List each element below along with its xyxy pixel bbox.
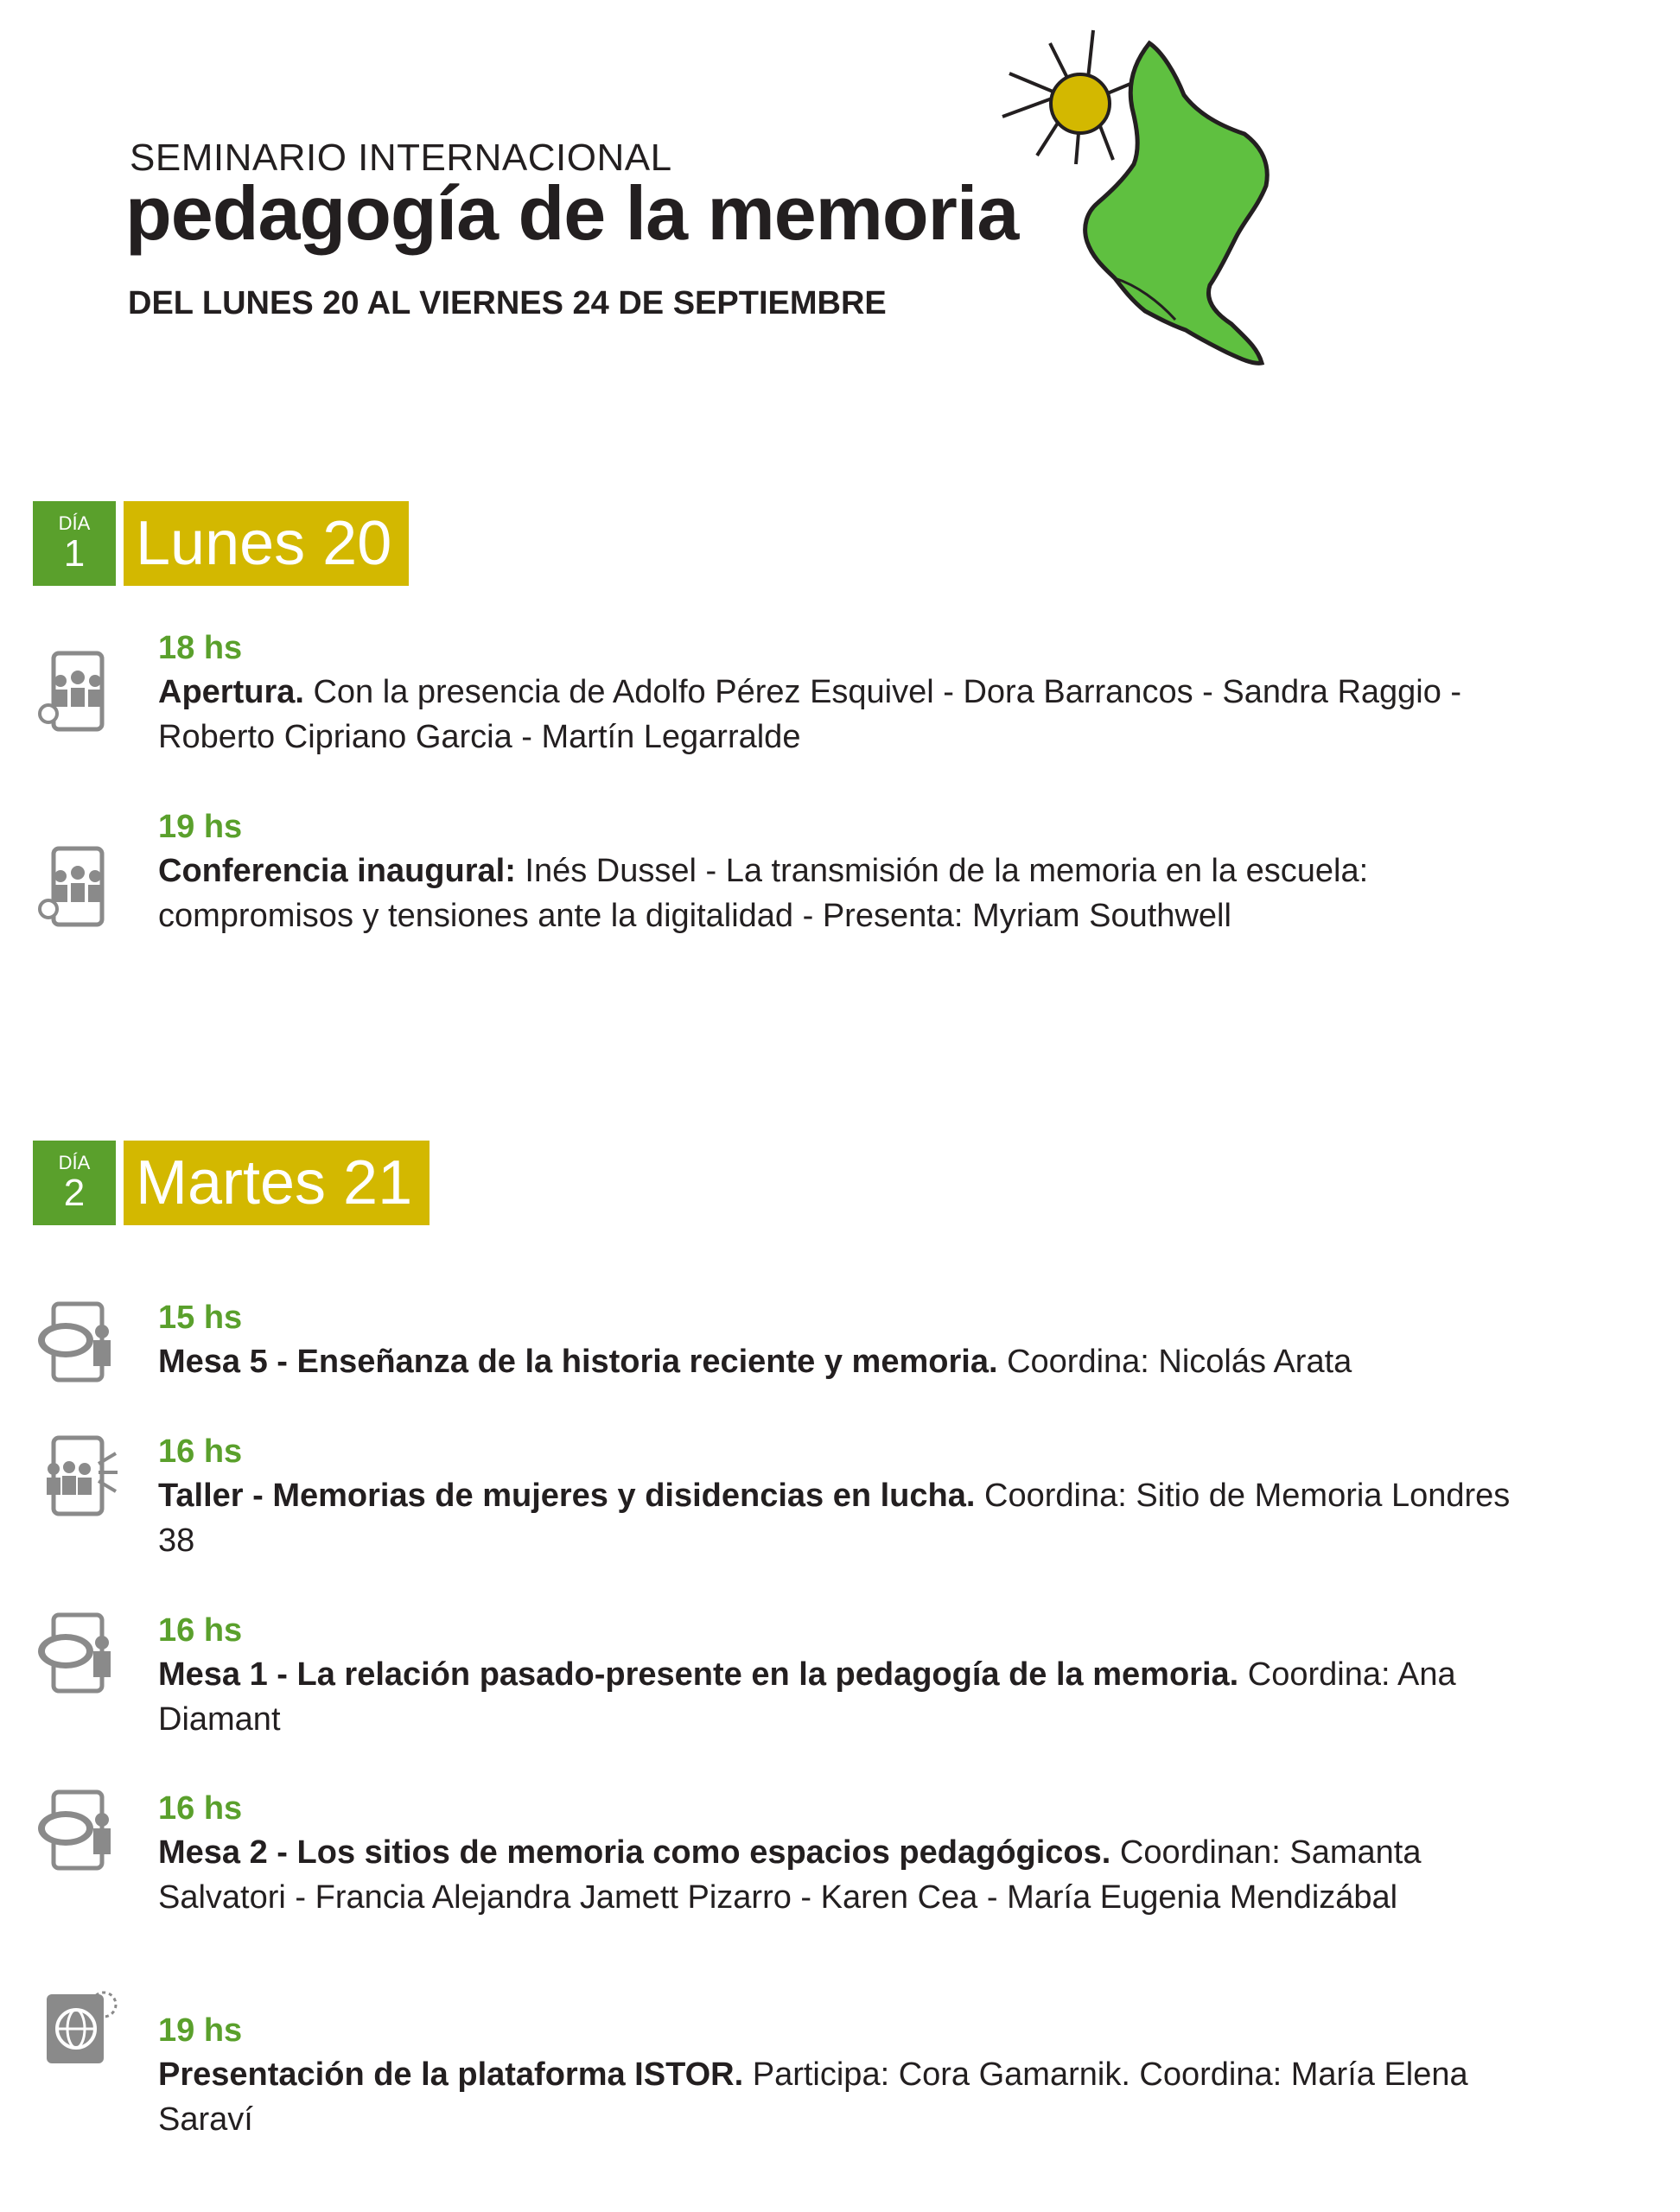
event-description xyxy=(158,1652,1541,1742)
event-description xyxy=(158,849,1541,938)
seminar-subtitle: SEMINARIO INTERNACIONAL xyxy=(130,137,672,179)
event-day2-5 xyxy=(158,2009,1541,2142)
day-1-number: 1 xyxy=(63,532,86,575)
event-time: 16 hs xyxy=(158,1790,243,1827)
event-title: Taller - Memorias de mujeres y disidencias en lucha. xyxy=(158,1478,976,1514)
event-title: Mesa 2 - Los sitios de memoria como espacios pedagógicos. xyxy=(158,1834,1111,1871)
event-details: Con la presencia de Adolfo Pérez Esquivel - Dora Barrancos - Sandra Raggio - Roberto Cipriano Garcia - Martín Legarralde xyxy=(158,674,1462,755)
event-description xyxy=(158,1339,1541,1384)
day-2-number: 2 xyxy=(63,1172,86,1214)
event-description xyxy=(158,1830,1541,1920)
event-day2-2 xyxy=(158,1430,1541,1563)
event-day2-1 xyxy=(158,1296,1541,1384)
event-details: Coordina: Nicolás Arata xyxy=(997,1344,1352,1380)
event-time: 16 hs xyxy=(158,1433,243,1470)
event-description xyxy=(158,670,1541,760)
workshop-screen-icon xyxy=(35,1434,121,1517)
people-screen-icon xyxy=(35,650,121,733)
chat-screen-icon xyxy=(35,1300,121,1383)
seminar-dates: DEL LUNES 20 AL VIERNES 24 DE SEPTIEMBRE xyxy=(128,285,887,321)
seminar-title: pedagogía de la memoria xyxy=(125,170,1019,256)
event-title: Mesa 5 - Enseñanza de la historia reciente y memoria. xyxy=(158,1344,998,1380)
people-screen-icon xyxy=(35,845,121,928)
event-time: 16 hs xyxy=(158,1612,243,1649)
event-time: 19 hs xyxy=(158,809,243,845)
event-time: 19 hs xyxy=(158,2012,243,2049)
event-day1-2 xyxy=(158,805,1541,938)
event-details: Inés Dussel - La transmisión de la memoria en la escuela: compromisos y tensiones ante la digitalidad - Presenta: Myriam Southwell xyxy=(158,853,1369,934)
sun-disc xyxy=(1051,74,1110,133)
chat-screen-icon xyxy=(35,1611,121,1694)
event-details: Participa: Cora Gamarnik. Coordina: María Elena Saraví xyxy=(158,2056,1468,2138)
event-time: 15 hs xyxy=(158,1300,243,1336)
event-title: Presentación de la plataforma ISTOR. xyxy=(158,2056,744,2093)
day-2-name: Martes 21 xyxy=(124,1141,430,1225)
day-1-badge xyxy=(33,501,116,586)
event-details: Coordina: Sitio de Memoria Londres 38 xyxy=(158,1478,1511,1559)
globe-screen-icon xyxy=(35,1987,121,2070)
event-time: 18 hs xyxy=(158,630,243,666)
day-2-label: DÍA xyxy=(58,1152,91,1173)
latin-america-sun-logo xyxy=(985,26,1365,380)
event-details: Coordina: Ana Diamant xyxy=(158,1656,1456,1738)
event-title: Conferencia inaugural: xyxy=(158,853,516,889)
event-details: Coordinan: Samanta Salvatori - Francia Alejandra Jamett Pizarro - Karen Cea - María Eugenia Mendizábal xyxy=(158,1834,1422,1916)
chat-screen-icon xyxy=(35,1789,121,1872)
event-title: Mesa 1 - La relación pasado-presente en la pedagogía de la memoria. xyxy=(158,1656,1239,1693)
event-description xyxy=(158,1473,1541,1563)
event-day2-4 xyxy=(158,1787,1541,1920)
event-day1-1 xyxy=(158,626,1541,760)
event-day2-3 xyxy=(158,1609,1541,1742)
day-2-badge xyxy=(33,1141,116,1225)
event-title: Apertura. xyxy=(158,674,304,710)
day-1-name: Lunes 20 xyxy=(124,501,409,586)
day-1-label: DÍA xyxy=(58,512,91,534)
event-description xyxy=(158,2052,1541,2142)
